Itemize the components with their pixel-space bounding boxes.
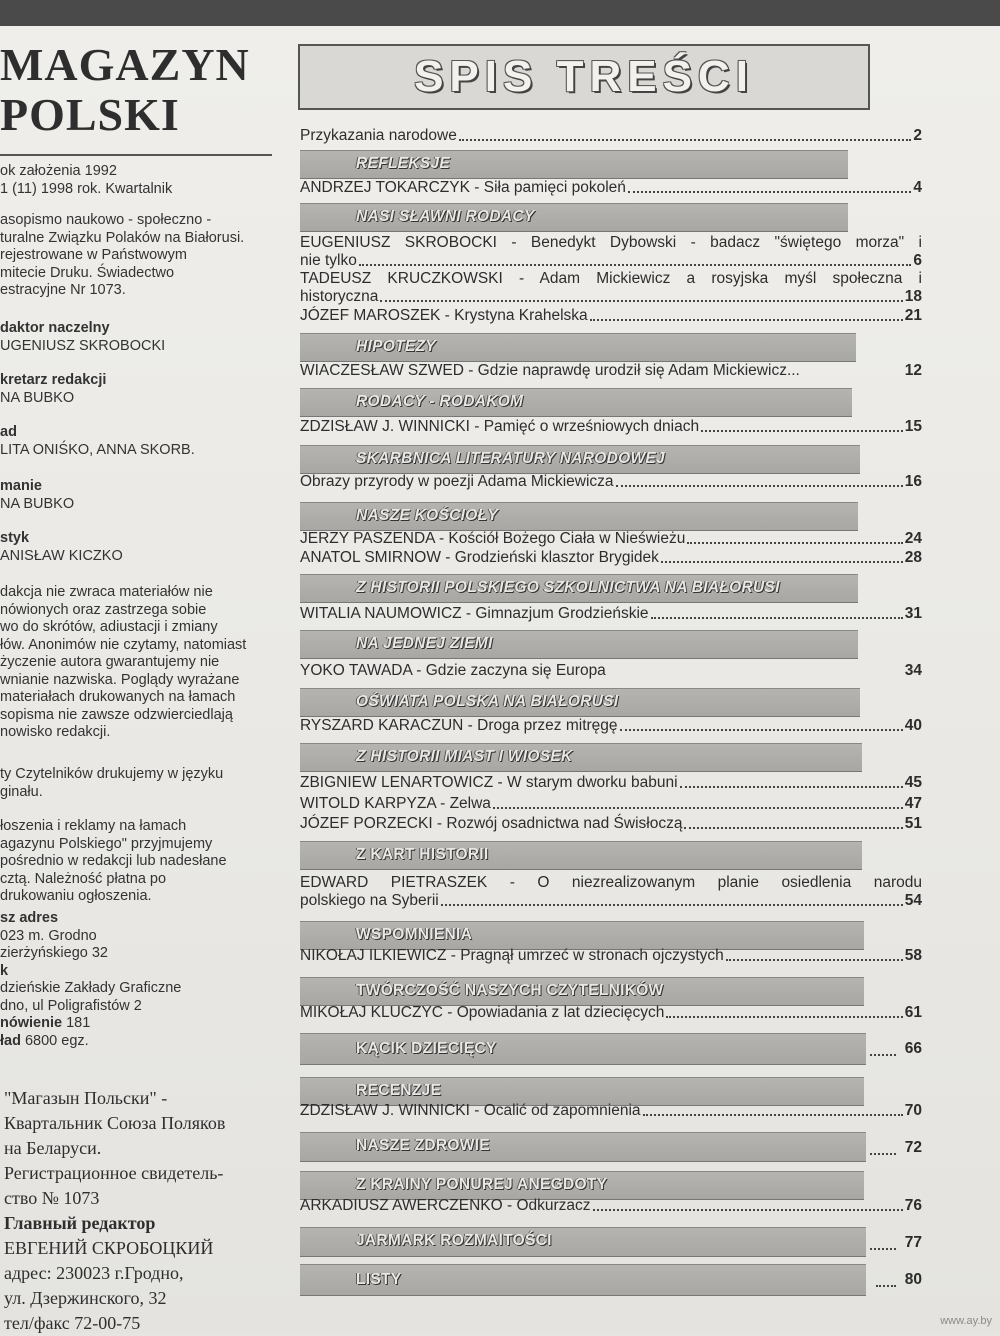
section-nasze-koscioly [300,502,858,531]
toc-entry [300,795,922,813]
toc-entry [300,234,922,270]
entry-page: 58 [904,947,922,964]
entry-page: 21 [904,307,922,324]
section-label: Z KART HISTORII [356,846,489,863]
entry-title: EDWARD PIETRASZEK - O niezrealizowanym planie osiedlenia narodu [300,874,922,891]
leader-dots [870,1153,896,1155]
letters-note [0,766,276,801]
entry-page: 70 [904,1102,922,1119]
letters-line: ginału. [0,783,43,800]
entry-title: YOKO TAWADA - Gdzie zaczyna się Europa [300,662,606,679]
toc-entry [300,947,922,965]
entry-title: ZDZISŁAW J. WINNICKI - Pamięć o wrześniowych dniach [300,418,700,435]
toc-entry [300,127,922,145]
toc-entry-kacik [300,1033,922,1060]
entry-page: 6 [913,252,922,269]
entry-page: 80 [904,1271,922,1288]
print-label: k [0,962,9,979]
section-kacik-dzieciecy [300,1033,866,1065]
entry-page: 24 [904,530,922,547]
imprint-line: ул. Дзержинского, 32 [4,1288,167,1308]
toc-entry [300,662,922,680]
section-z-kart-historii [300,841,862,870]
about-line: turalne Związku Polaków na Białorusi. [0,229,245,246]
section-nasi-slawni-rodacy [300,203,848,232]
entry-title: ZDZISŁAW J. WINNICKI - Ocalić od zapomnienia [300,1102,641,1119]
policy-line: wo do skrótów, adiustacji i zmiany [0,619,218,635]
role-label: manie [0,478,42,494]
section-label: REFLEKSJE [356,155,450,172]
order-number: 181 [66,1015,91,1031]
entry-title-cont: nie tylko [300,252,357,269]
entry-page: 18 [904,288,922,305]
entry-page: 51 [904,815,922,832]
entry-title: ANDRZEJ TOKARCZYK - Siła pamięci pokoleń [300,179,626,196]
print-run-label: ład [0,1032,21,1049]
about-block [0,212,276,300]
toc-entry [300,270,922,306]
policy-line: dakcja nie zwraca materiałów nie [0,584,213,600]
entry-title: RYSZARD KARACZUN - Droga przez mitręgę [300,717,618,734]
ads-note [0,818,276,906]
imprint-line: адрес: 230023 г.Гродно, [4,1263,184,1283]
ads-line: agazynu Polskiego" przyjmujemy [0,835,213,852]
toc-entry [300,874,922,910]
toc-entry-jarmark [300,1227,922,1254]
imprint-line: Регистрационное свидетель- [4,1163,224,1183]
toc-entry-zdrowie [300,1132,922,1159]
section-label: RODACY - RODAKOM [356,393,524,410]
imprint-line: тел/факс 72-00-75 [4,1313,141,1333]
entry-page: 28 [904,549,922,566]
toc-entry [300,1004,922,1022]
toc-entry [300,179,922,197]
founding-year: ok założenia 1992 [0,163,117,179]
policy-line: nowisko redakcji. [0,724,111,740]
section-nasze-zdrowie [300,1132,866,1162]
imprint-line: Квартальник Союза Поляков [4,1113,226,1133]
entry-page: 66 [904,1040,922,1057]
entry-title: WITALIA NAUMOWICZ - Gimnazjum Grodzieńskie [300,605,649,622]
printer-line: dno, ul Poligrafistów 2 [0,997,142,1014]
russian-imprint [4,1086,280,1336]
about-line: asopismo naukowo - społeczno - [0,212,212,228]
entry-title-cont: historyczna [300,288,379,305]
section-label: RECENZJE [356,1082,442,1099]
imprint-line: Главный редактор [4,1213,156,1233]
ads-line: łoszenia i reklamy na łamach [0,818,187,834]
order-label: nówienie [0,1015,63,1031]
entry-title: JERZY PASZENDA - Kościół Bożego Ciała w Nieświeżu [300,530,686,547]
entry-page: 31 [904,605,922,622]
section-label: KĄCIK DZIECIĘCY [356,1040,497,1057]
toc-entry [300,1197,922,1215]
section-label: WSPOMNIENIA [356,926,473,943]
imprint-line: ЕВГЕНИЙ СКРОБОЦКИЙ [4,1238,214,1258]
entry-title: EUGENIUSZ SKROBOCKI - Benedykt Dybowski - badacz "świętego morza" i [300,234,922,251]
role-label: kretarz redakcji [0,372,107,388]
section-rodacy-rodakom [300,388,852,417]
masthead-line-2: POLSKI [0,89,180,140]
watermark: www.ay.by [940,1315,992,1327]
leader-dots [870,1054,896,1056]
entry-page: 54 [904,892,922,909]
section-historia-miast [300,743,862,772]
policy-line: sopisma nie zawsze odzwierciedlają [0,706,233,723]
leader-dots [876,1285,896,1287]
entry-page: 45 [904,774,922,791]
entry-title: ANATOL SMIRNOW - Grodzieński klasztor Brygidek [300,549,659,566]
person-name: NA BUBKO [0,495,75,512]
entry-title: NIKOŁAJ ILKIEWICZ - Pragnął umrzeć w stronach ojczystych [300,947,724,964]
entry-title: JÓZEF PORZECKI - Rozwój osadnictwa nad Świsłoczą [300,815,683,832]
role-label: styk [0,530,30,546]
section-label: SKARBNICA LITERATURY NARODOWEJ [356,450,665,467]
toc-entry [300,717,922,735]
layout-credit [0,424,276,459]
imprint-line: "Магазын Польски" - [4,1088,168,1108]
entry-page: 12 [904,362,922,379]
entry-page: 40 [904,717,922,734]
entry-title: Przykazania narodowe [300,127,457,144]
policy-line: życzenie autora gwarantujemy nie [0,654,220,670]
entry-title: WIACZESŁAW SZWED - Gdzie naprawdę urodził się Adam Mickiewicz... [300,362,800,379]
masthead [0,40,250,140]
policy-line: wnianie nazwiska. Poglądy wyrażane [0,671,240,688]
masthead-rule [0,154,272,156]
entry-title: TADEUSZ KRUCZKOWSKI - Adam Mickiewicz a rosyjska myśl społeczna i [300,270,922,287]
about-line: estracyjne Nr 1073. [0,282,126,298]
toc-entry [300,549,922,567]
address-block [0,910,276,1050]
section-label: NASZE KOŚCIOŁY [356,507,498,524]
section-label: NA JEDNEJ ZIEMI [356,635,493,652]
policy-line: łów. Anonimów nie czytamy, natomiast [0,636,247,653]
entry-title: ZBIGNIEW LENARTOWICZ - W starym dworku babuni [300,774,678,791]
section-szkolnictwo [300,574,858,603]
section-label: LISTY [356,1271,402,1288]
top-dark-strip [0,0,1000,26]
section-label: NASI SŁAWNI RODACY [356,208,535,225]
section-label: NASZE ZDROWIE [356,1137,490,1154]
entry-page: 16 [904,473,922,490]
entry-page: 76 [904,1197,922,1214]
person-name: NA BUBKO [0,389,75,406]
policy-line: nówionych oraz zastrzega sobie [0,601,207,618]
entry-page: 61 [904,1004,922,1021]
editorial-policy [0,584,276,742]
person-name: UGENIUSZ SKROBOCKI [0,337,166,354]
toc-entry [300,307,922,325]
section-na-jednej-ziemi [300,630,858,659]
address-label: sz adres [0,910,59,926]
issue-number: 1 (11) 1998 rok. Kwartalnik [0,180,173,197]
section-z-krainy [300,1171,864,1200]
section-oswiata [300,688,860,717]
leader-dots [870,1248,896,1250]
toc-entry [300,774,922,792]
section-listy [300,1264,866,1296]
role-label: ad [0,424,17,440]
editor-in-chief [0,320,276,355]
section-hipotezy [300,333,856,362]
imprint-line: ство № 1073 [4,1188,100,1208]
masthead-line-1: MAGAZYN [0,39,250,90]
toc-entry [300,473,922,491]
section-label: Z HISTORII POLSKIEGO SZKOLNICTWA NA BIAŁORUSI [356,579,780,596]
section-label: HIPOTEZY [356,338,436,355]
toc-title-box [298,44,870,110]
entry-title: Obrazy przyrody w poezji Adama Mickiewicza [300,473,614,490]
entry-page: 4 [913,179,922,196]
toc-title: SPIS TREŚCI [414,52,754,101]
toc-entry [300,815,922,833]
entry-page: 34 [904,662,922,679]
section-label: OŚWIATA POLSKA NA BIAŁORUSI [356,693,619,710]
ads-line: drukowaniu ogłoszenia. [0,888,152,904]
toc-entry-listy [300,1264,922,1291]
secretary [0,372,276,407]
section-tworczosc [300,977,864,1006]
section-jarmark [300,1227,866,1257]
person-name: ANISŁAW KICZKO [0,547,123,564]
section-wspomnienia [300,921,864,950]
address-line: 023 m. Grodno [0,927,97,944]
entry-page: 72 [904,1139,922,1156]
role-label: daktor naczelny [0,320,110,336]
section-skarbnica [300,445,860,474]
policy-line: materiałach drukowanych na łamach [0,689,236,705]
section-label: Z KRAINY PONUREJ ANEGDOTY [356,1176,608,1193]
letters-line: ty Czytelników drukujemy w języku [0,766,224,782]
toc-entry [300,530,922,548]
section-refleksje [300,150,848,179]
ads-line: cztą. Należność płatna po [0,870,167,887]
ads-line: pośrednio w redakcji lub nadesłane [0,853,227,869]
entry-title: JÓZEF MAROSZEK - Krystyna Krahelska [300,307,588,324]
entry-page: 15 [904,418,922,435]
entry-page: 2 [913,127,922,144]
issue-info [0,163,276,198]
artist-credit [0,530,276,565]
entry-title-cont: polskiego na Syberii [300,892,439,909]
typing-credit [0,478,276,513]
entry-title: ARKADIUSZ AWERCZENKO - Odkurzacz [300,1197,591,1214]
toc-entry [300,605,922,623]
section-label: JARMARK ROZMAITOŚCI [356,1232,552,1249]
entry-page: 47 [904,795,922,812]
section-label: TWÓRCZOŚĆ NASZYCH CZYTELNIKÓW [356,982,664,999]
toc-entry [300,1102,922,1120]
entry-title: WITOLD KARPYZA - Zelwa [300,795,491,812]
toc-entry [300,362,922,380]
print-run-value: 6800 egz. [24,1032,89,1049]
entry-page: 77 [904,1234,922,1251]
entry-title: MIKOŁAJ KLUCZYC - Opowiadania z lat dziecięcych [300,1004,665,1021]
toc-entry [300,418,922,436]
imprint-line: на Беларуси. [4,1138,102,1158]
about-line: mitecie Druku. Świadectwo [0,264,175,281]
about-line: rejestrowane w Państwowym [0,247,187,263]
address-line: zierżyńskiego 32 [0,945,108,961]
person-name: LITA ONIŚKO, ANNA SKORB. [0,441,195,458]
section-label: Z HISTORII MIAST I WIOSEK [356,748,573,765]
printer-line: dzieńskie Zakłady Graficzne [0,980,182,996]
